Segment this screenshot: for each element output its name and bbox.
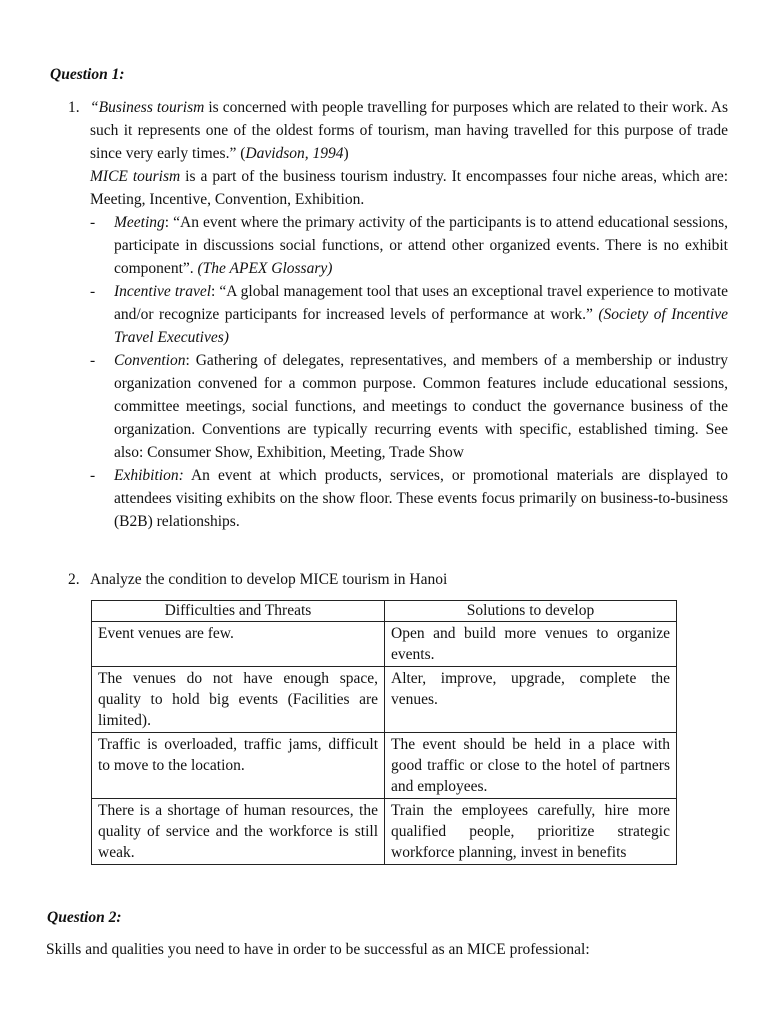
mice-tourism-paragraph [90, 165, 728, 211]
item-2 [68, 568, 728, 592]
difficulty-cell: Traffic is overloaded, traffic jams, difficult to move to the location. [92, 733, 385, 799]
bullet-dash: - [90, 352, 96, 369]
header-solutions: Solutions to develop [385, 601, 677, 622]
bullet-dash: - [90, 214, 96, 231]
business-tourism-term: “Business tourism [90, 99, 205, 116]
item-2-text: Analyze the condition to develop MICE tourism in Hanoi [90, 571, 448, 588]
difficulty-cell: The venues do not have enough space, quality to hold big events (Facilities are limited). [92, 667, 385, 733]
table-header-row [92, 601, 677, 622]
item-2-number: 2. [68, 571, 80, 588]
solution-cell: Train the employees carefully, hire more qualified people, prioritize strategic workforce planning, invest in benefits [385, 799, 677, 865]
table-row [92, 733, 677, 799]
incentive-term: Incentive travel [114, 283, 212, 300]
item-1 [68, 96, 728, 548]
table-row [92, 622, 677, 667]
mice-tourism-text: is a part of the business tourism industry. It encompasses four niche areas, which are: Meeting, Incentive, Convention, Exhibition. [90, 168, 729, 208]
bullet-dash: - [90, 467, 96, 484]
item-1-body [90, 96, 728, 533]
citation-close: ) [343, 145, 349, 162]
bullet-dash: - [90, 283, 96, 300]
difficulty-cell: There is a shortage of human resources, the quality of service and the workforce is still weak. [92, 799, 385, 865]
table-row [92, 667, 677, 733]
incentive-definition: : “A global management tool that uses an exceptional travel experience to motivate and/or recognize participants for increased levels of performance at work.” [114, 283, 728, 323]
difficulty-cell: Event venues are few. [92, 622, 385, 667]
solution-cell: The event should be held in a place with good traffic or close to the hotel of partners and employees. [385, 733, 677, 799]
convention-definition: : Gathering of delegates, representatives, and members of a membership or industry organization convened for a common purpose. Common features include educational sessions, committee meetings, social functions, and meetings to conduct the governance business of the organization. Conventions are typically recurring events with specific, established timing. See also: Consumer Show, Exhibition, Meeting, Trade Show [114, 352, 728, 461]
exhibition-definition: An event at which products, services, or promotional materials are displayed to attendees visiting exhibits on the show floor. These events focus primarily on business-to-business (B2B) relationships. [114, 467, 728, 530]
list-item-incentive [90, 280, 728, 349]
question-1-heading: Question 1: [50, 66, 125, 83]
davidson-citation: Davidson, 1994 [245, 145, 344, 162]
apex-citation: (The APEX Glossary) [197, 260, 333, 277]
solution-cell: Alter, improve, upgrade, complete the venues. [385, 667, 677, 733]
question-2-intro: Skills and qualities you need to have in order to be successful as an MICE professional: [46, 941, 590, 958]
question-2-heading: Question 2: [47, 909, 122, 926]
mice-hanoi-table [91, 600, 677, 865]
list-item-convention [90, 349, 728, 464]
convention-term: Convention [114, 352, 186, 369]
mice-tourism-term: MICE tourism [90, 168, 181, 185]
exhibition-term: Exhibition: [114, 467, 184, 484]
meeting-definition: : “An event where the primary activity of the participants is to attend educational sessions, participate in discussions social functions, or attend other organized events. There is no exhibit component”. [114, 214, 728, 277]
site-citation: (Society of Incentive Travel Executives) [114, 306, 729, 346]
business-tourism-paragraph [90, 96, 728, 165]
list-item-exhibition [90, 464, 728, 533]
header-difficulties: Difficulties and Threats [92, 601, 385, 622]
mice-niche-list [90, 211, 728, 533]
business-tourism-text: is concerned with people travelling for purposes which are related to their work. As such it represents one of the oldest forms of tourism, man having travelled for this purpose of trade since very early times.” ( [90, 99, 728, 162]
table-row [92, 799, 677, 865]
item-1-number: 1. [68, 99, 80, 116]
list-item-meeting [90, 211, 728, 280]
meeting-term: Meeting [114, 214, 165, 231]
solution-cell: Open and build more venues to organize events. [385, 622, 677, 667]
